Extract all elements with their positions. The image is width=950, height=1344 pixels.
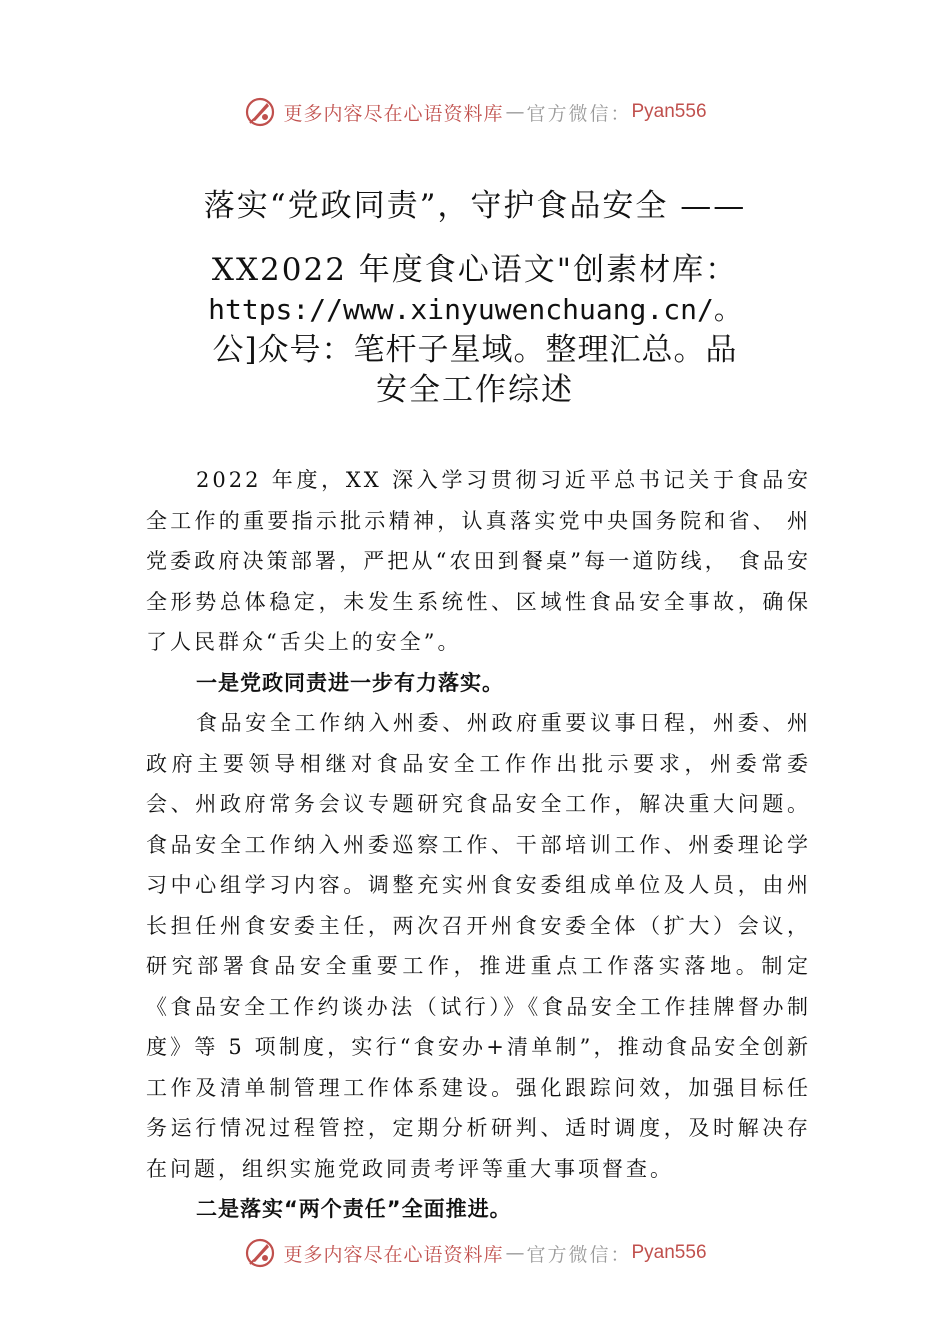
section-paragraph-1: 食品安全工作纳入州委、州政府重要议事日程，州委、州政府主要领导相继对食品安全工作作出批示要求，州委常委会、州政府常务会议专题研究食品安全工作，解决重大问题。食品安全工作纳入州委巡察工作、干部培训工作、州委理论学习中心组学习内容。调整充实州食安委组成单位及人员，由州长担任州食安委主任，两次召开州食安委全体（扩大）会议，研究部署食品安全重要工作，推进重点工作落实落地。制定《食品安全工作约谈办法（试行）》《食品安全工作挂牌督办制度》等 5 项制度，实行“食安办+清单制”，推动食品安全创新工作及清单制管理工作体系建设。强化跟踪问效，加强目标任务运行情况过程管控，定期分析研判、适时调度，及时解决存在问题，组织实施党政同责考评等重大事项督查。	[146, 711, 811, 1181]
section-heading-1: 一是党政同责进一步有力落实。	[196, 670, 504, 695]
banner-wechat-label: 官方微信：	[526, 1243, 632, 1266]
document-title	[60, 186, 890, 410]
section-heading-2: 二是落实“两个责任”全面推进。	[196, 1197, 512, 1221]
title-line-3: https://www.xinyuwenchuang.cn/。	[208, 293, 742, 326]
banner-text: 更多内容尽在心语资料库	[283, 1243, 504, 1266]
title-line-5: 安全工作综述	[376, 372, 574, 408]
header-banner	[0, 92, 950, 132]
quill-seal-icon	[243, 95, 277, 129]
banner-wechat-label: 官方微信：	[526, 102, 632, 125]
banner-separator: —	[505, 101, 525, 123]
title-line-1: 落实“党政同责”，守护食品安全 ——	[203, 188, 747, 224]
banner-wechat-id: Pyan556	[631, 1242, 707, 1263]
footer-banner	[0, 1233, 950, 1273]
banner-text: 更多内容尽在心语资料库	[283, 102, 504, 125]
banner-wechat-id: Pyan556	[631, 101, 707, 122]
title-line-4: 公]众号：笔杆子星域。整理汇总。品	[212, 332, 738, 368]
document-body	[146, 460, 811, 1230]
intro-paragraph: 2022 年度，XX 深入学习贯彻习近平总书记关于食品安全工作的重要指示批示精神，认真落实党中央国务院和省、 州党委政府决策部署，严把从“农田到餐桌”每一道防线， 食品安全形势总体稳定，未发生系统性、区域性食品安全事故，确保了人民群众“舌尖上的安全”。	[146, 468, 811, 654]
title-line-2: XX2022 年度食心语文"创素材库：	[211, 252, 739, 288]
banner-separator: —	[505, 1242, 525, 1264]
quill-seal-icon	[243, 1236, 277, 1270]
